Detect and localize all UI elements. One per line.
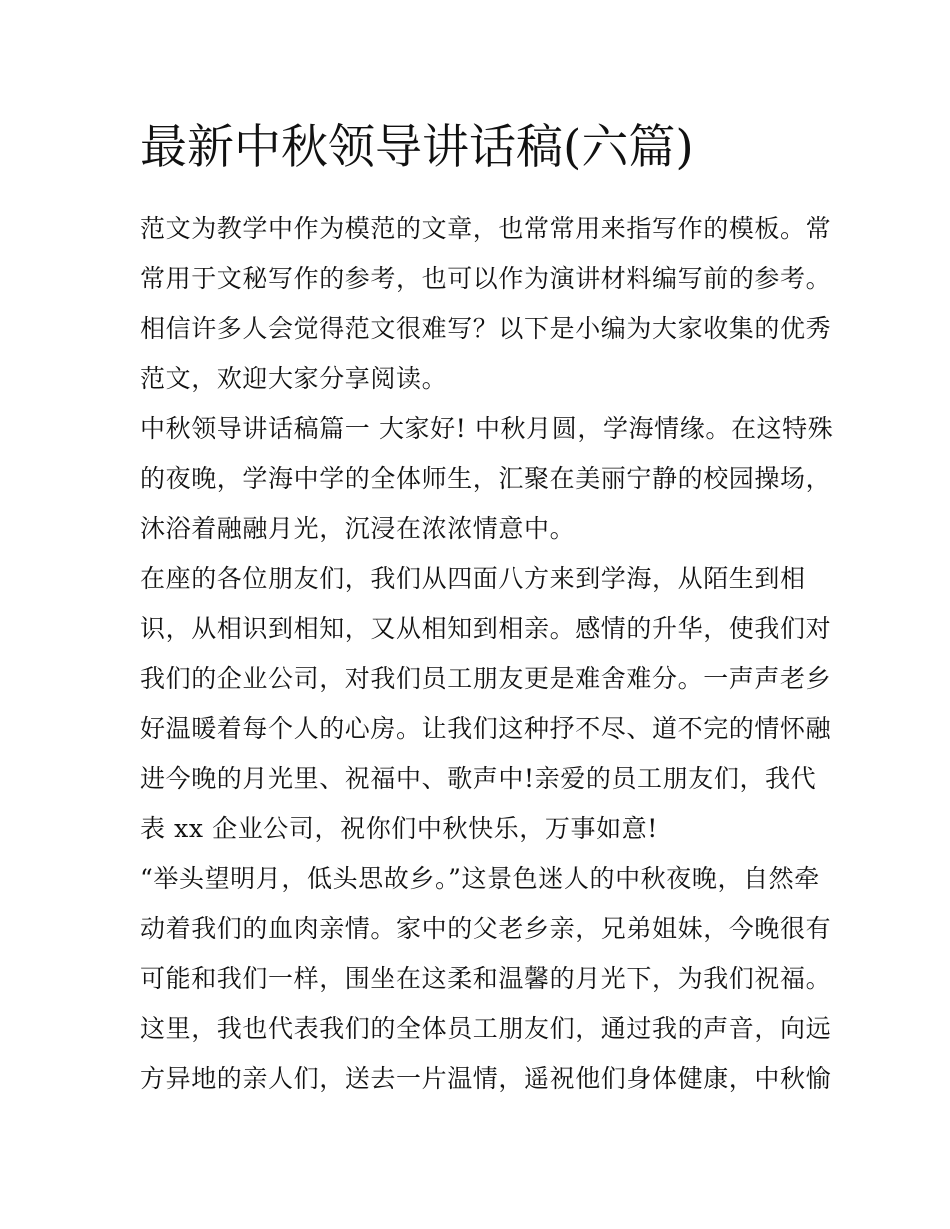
text-line: 方异地的亲人们，送去一片温情，遥祝他们身体健康，中秋愉 [140,1064,832,1093]
text-line: 我们的企业公司，对我们员工朋友更是难舍难分。一声声老乡 [140,664,832,693]
text-line: 沐浴着融融月光，沉浸在浓浓情意中。 [140,514,576,543]
text-line: 动着我们的血肉亲情。家中的父老乡亲，兄弟姐妹，今晚很有 [140,914,832,943]
text-line: 识，从相识到相知，又从相知到相亲。感情的升华，使我们对 [140,614,832,643]
text-line: “举头望明月，低头思故乡。”这景色迷人的中秋夜晚，自然牵 [140,864,820,893]
text-line: 这里，我也代表我们的全体员工朋友们，通过我的声音，向远 [140,1014,832,1043]
text-line: 相信许多人会觉得范文很难写？以下是小编为大家收集的优秀 [140,314,832,343]
paragraph-moon-poem [140,854,830,1104]
paragraph-intro [140,204,830,404]
paragraph-speech-one-opening [140,404,834,554]
text-line: 好温暖着每个人的心房。让我们这种抒不尽、道不完的情怀融 [140,714,832,743]
text-line: 常用于文秘写作的参考，也可以作为演讲材料编写前的参考。 [140,264,832,293]
document-title: 最新中秋领导讲话稿(六篇) [140,120,694,175]
text-line: 中秋领导讲话稿篇一 大家好! 中秋月圆，学海情缘。在这特殊 [140,414,834,443]
text-line: 范文为教学中作为模范的文章，也常常用来指写作的模板。常 [140,214,832,243]
text-line: 进今晚的月光里、祝福中、歌声中!亲爱的员工朋友们，我代 [140,764,817,793]
text-line: 的夜晚，学海中学的全体师生，汇聚在美丽宁静的校园操场， [140,464,832,493]
paragraph-friends [140,554,830,854]
text-line: 可能和我们一样，围坐在这柔和温馨的月光下，为我们祝福。 [140,964,832,993]
text-line: 范文，欢迎大家分享阅读。 [140,364,448,393]
document-body [140,204,834,1104]
text-line: 表 xx 企业公司，祝你们中秋快乐，万事如意! [140,814,658,843]
text-line: 在座的各位朋友们，我们从四面八方来到学海，从陌生到相 [140,564,806,593]
